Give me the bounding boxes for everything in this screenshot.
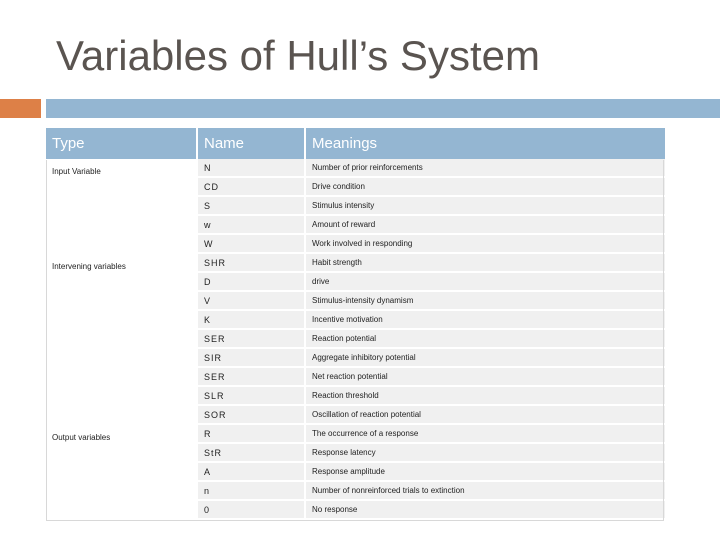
meaning-cell: Amount of reward xyxy=(305,215,665,234)
meaning-cell: Aggregate inhibitory potential xyxy=(305,348,665,367)
meaning-cell: Stimulus-intensity dynamism xyxy=(305,291,665,310)
header-type: Type xyxy=(46,128,197,159)
name-cell: S xyxy=(197,196,305,215)
name-cell: w xyxy=(197,215,305,234)
meaning-cell: Number of nonreinforced trials to extinction xyxy=(305,481,665,500)
name-cell: CD xyxy=(197,177,305,196)
name-cell: W xyxy=(197,234,305,253)
meaning-cell: Reaction threshold xyxy=(305,386,665,405)
meaning-cell: drive xyxy=(305,272,665,291)
name-cell: 0 xyxy=(197,500,305,519)
type-cell: Input Variable xyxy=(46,159,197,253)
meaning-cell: Habit strength xyxy=(305,253,665,272)
meaning-cell: Response amplitude xyxy=(305,462,665,481)
name-cell: SLR xyxy=(197,386,305,405)
name-cell: SHR xyxy=(197,253,305,272)
name-cell: K xyxy=(197,310,305,329)
table-header-row xyxy=(46,128,665,159)
name-cell: n xyxy=(197,481,305,500)
table-row xyxy=(46,253,665,272)
type-cell: Intervening variables xyxy=(46,253,197,424)
slide-title: Variables of Hull’s System xyxy=(56,32,540,79)
accent-bar-orange xyxy=(0,99,41,118)
meaning-cell: Work involved in responding xyxy=(305,234,665,253)
table-row xyxy=(46,159,665,177)
name-cell: D xyxy=(197,272,305,291)
name-cell: N xyxy=(197,159,305,177)
meaning-cell: Net reaction potential xyxy=(305,367,665,386)
variables-table-container xyxy=(46,128,665,520)
meaning-cell: Number of prior reinforcements xyxy=(305,159,665,177)
meaning-cell: No response xyxy=(305,500,665,519)
meaning-cell: The occurrence of a response xyxy=(305,424,665,443)
name-cell: SER xyxy=(197,367,305,386)
meaning-cell: Stimulus intensity xyxy=(305,196,665,215)
name-cell: R xyxy=(197,424,305,443)
meaning-cell: Oscillation of reaction potential xyxy=(305,405,665,424)
meaning-cell: Incentive motivation xyxy=(305,310,665,329)
meaning-cell: Drive condition xyxy=(305,177,665,196)
meaning-cell: Reaction potential xyxy=(305,329,665,348)
variables-table xyxy=(46,128,665,520)
name-cell: SOR xyxy=(197,405,305,424)
header-name: Name xyxy=(197,128,305,159)
name-cell: SIR xyxy=(197,348,305,367)
accent-bar-blue xyxy=(46,99,720,118)
meaning-cell: Response latency xyxy=(305,443,665,462)
name-cell: SER xyxy=(197,329,305,348)
table-body xyxy=(46,159,665,519)
name-cell: A xyxy=(197,462,305,481)
table-row xyxy=(46,424,665,443)
type-cell: Output variables xyxy=(46,424,197,519)
name-cell: StR xyxy=(197,443,305,462)
header-meanings: Meanings xyxy=(305,128,665,159)
name-cell: V xyxy=(197,291,305,310)
